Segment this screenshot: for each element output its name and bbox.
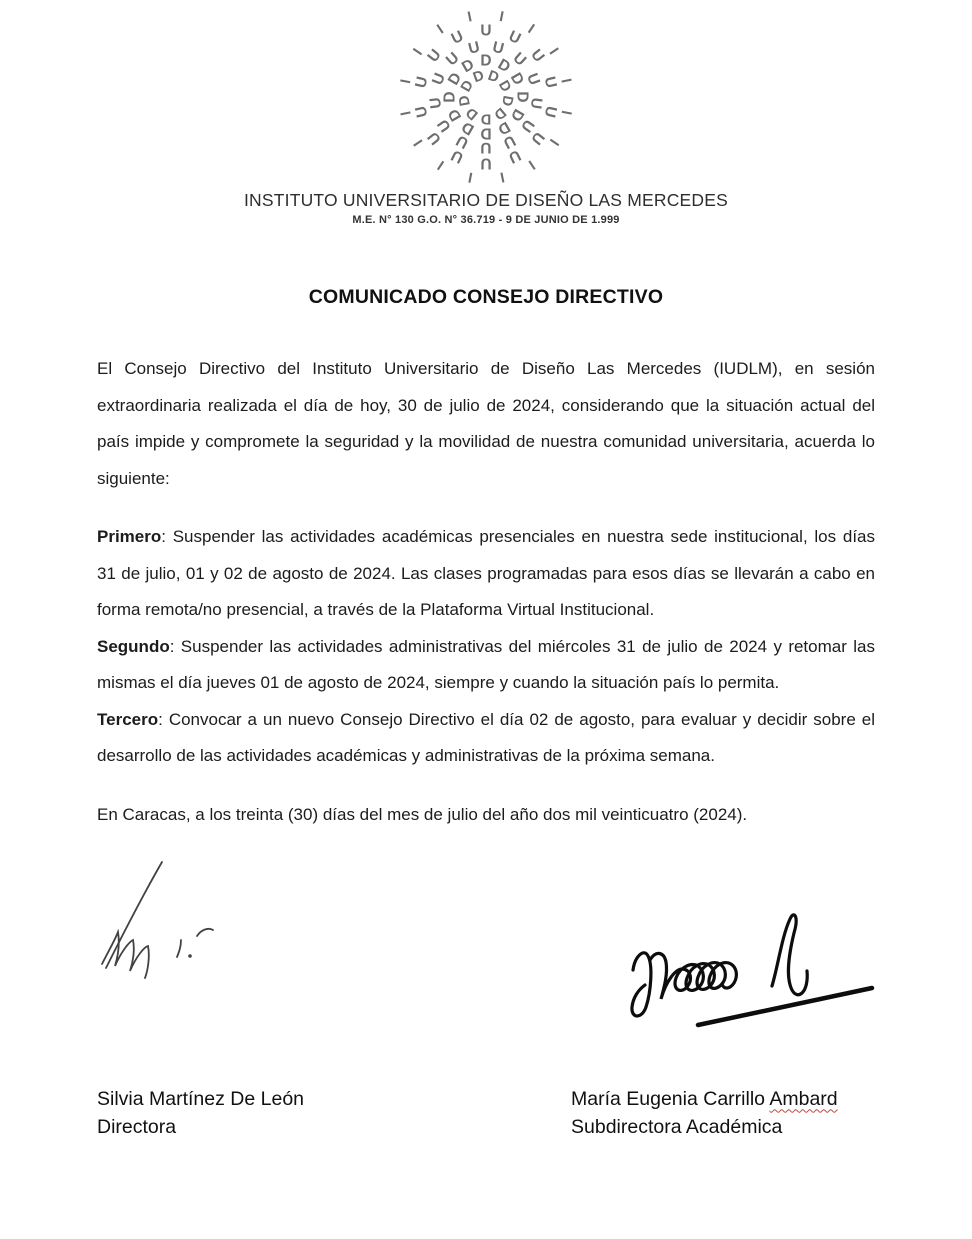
svg-text:U: U (509, 49, 530, 70)
svg-text:U: U (448, 146, 467, 167)
svg-text:U: U (442, 49, 463, 70)
body-paragraph: Primero: Suspender las actividades académicas presenciales en nuestra sede institucional, los días 31 de julio, 01 y 02 de agosto de 2024. Las clases programadas para esos días se llevarán a cabo en forma remota/no presencial, a través de la Plataforma Virtual Institucional. (97, 527, 875, 620)
document-title: COMUNICADO CONSEJO DIRECTIVO (308, 286, 664, 308)
handwritten-signature-left (91, 852, 301, 989)
svg-text:U: U (480, 138, 492, 156)
signature-zone (97, 834, 875, 1164)
svg-text:D: D (494, 77, 514, 95)
signatory-right-name: María Eugenia Carrillo Ambard (571, 1087, 838, 1110)
svg-text:U: U (426, 96, 446, 110)
svg-text:U: U (480, 22, 492, 40)
svg-text:D: D (441, 91, 459, 103)
signatory-right (571, 1085, 838, 1142)
svg-text:I: I (466, 9, 474, 26)
institute-name: INSTITUTO UNIVERSITARIO DE DISEÑO LAS MERCEDES (243, 190, 729, 210)
svg-text:I: I (435, 156, 448, 173)
svg-text:D: D (513, 91, 531, 103)
svg-text:U: U (424, 46, 445, 66)
signatory-left-role: Directora (97, 1116, 177, 1139)
svg-text:I: I (498, 8, 506, 26)
paragraph-lead-word: Primero (97, 527, 162, 547)
signatory-left (97, 1085, 304, 1142)
svg-text:U: U (448, 27, 467, 48)
svg-text:U: U (424, 128, 445, 148)
svg-text:I: I (410, 136, 427, 149)
svg-text:I: I (466, 168, 474, 186)
svg-text:U: U (526, 96, 546, 110)
svg-text:U: U (429, 70, 449, 88)
body-paragraph: Tercero: Convocar a un nuevo Consejo Directivo el día 02 de agosto, para evaluar y decidir sobre el desarrollo de las actividades académicas y administrativas de la próxima semana. (97, 709, 875, 766)
svg-text:U: U (490, 38, 506, 58)
body-paragraph: En Caracas, a los treinta (30) días del mes de julio del año dos mil veinticuatro (2024). (97, 805, 748, 825)
svg-text:U: U (540, 104, 560, 119)
svg-text:U: U (500, 131, 519, 152)
svg-text:D: D (444, 105, 466, 124)
svg-text:D: D (480, 110, 492, 127)
svg-text:D: D (485, 67, 501, 87)
svg-text:D: D (480, 52, 492, 70)
svg-text:U: U (480, 154, 492, 172)
svg-text:I: I (525, 156, 538, 173)
svg-text:D: D (494, 117, 513, 139)
svg-text:U: U (466, 38, 482, 58)
svg-text:D: D (456, 94, 474, 108)
sunburst-letters-logo-icon (386, 8, 586, 186)
svg-text:D: D (506, 70, 528, 89)
body-paragraph: El Consejo Directivo del Instituto Universitario de Diseño Las Mercedes (IUDLM), en sesión extraordinaria realizada el día de hoy, 30 de julio de 2024, considerando que la situación actual del país impide y compromete la seguridad y la movilidad de nuestra comunidad universitaria, acuerda lo siguiente: (97, 359, 875, 488)
registry-line: M.E. N° 130 G.O. N° 36.719 - 9 DE JUNIO DE 1.999 (352, 214, 620, 226)
svg-text:U: U (434, 116, 455, 135)
svg-text:I: I (545, 45, 562, 58)
svg-text:U: U (517, 116, 538, 136)
paragraph-lead-word: Tercero (97, 709, 159, 729)
document-body (97, 351, 875, 834)
svg-text:U: U (412, 104, 432, 119)
svg-text:U: U (540, 75, 560, 90)
svg-text:D: D (498, 94, 516, 108)
signatory-right-role: Subdirectora Académica (571, 1116, 783, 1139)
svg-text:I: I (524, 21, 537, 38)
svg-text:I: I (434, 21, 447, 38)
svg-text:D: D (459, 55, 478, 77)
svg-text:U: U (453, 131, 472, 152)
svg-text:I: I (398, 109, 415, 117)
svg-text:U: U (527, 128, 548, 148)
svg-text:D: D (459, 117, 478, 139)
svg-text:U: U (505, 27, 524, 48)
body-paragraph: Segundo: Suspender las actividades administrativas del miércoles 31 de julio de 2024 y retomar las mismas el día jueves 01 de agosto de 2024, siempre y cuando la situación país lo permita. (97, 636, 875, 693)
svg-text:I: I (498, 168, 506, 185)
institute-logo (97, 8, 875, 186)
svg-text:I: I (557, 109, 575, 117)
paragraph-lead-word: Segundo (97, 636, 170, 656)
svg-text:I: I (397, 77, 415, 85)
svg-text:D: D (463, 103, 482, 123)
misspelled-word: Ambard (769, 1087, 838, 1110)
svg-text:U: U (523, 71, 544, 88)
handwritten-signature-right (620, 906, 905, 1051)
svg-text:D: D (490, 103, 509, 123)
svg-text:U: U (505, 146, 524, 167)
signatory-left-name: Silvia Martínez De León (97, 1087, 305, 1110)
svg-text:I: I (545, 135, 562, 148)
svg-text:D: D (471, 67, 487, 87)
svg-text:D: D (444, 70, 466, 89)
svg-text:D: D (494, 55, 513, 77)
svg-text:D: D (458, 77, 478, 95)
svg-text:U: U (527, 46, 548, 66)
svg-text:D: D (506, 105, 528, 124)
svg-text:D: D (480, 124, 492, 142)
svg-text:I: I (557, 77, 574, 85)
svg-text:U: U (412, 75, 432, 90)
svg-text:I: I (410, 46, 427, 59)
